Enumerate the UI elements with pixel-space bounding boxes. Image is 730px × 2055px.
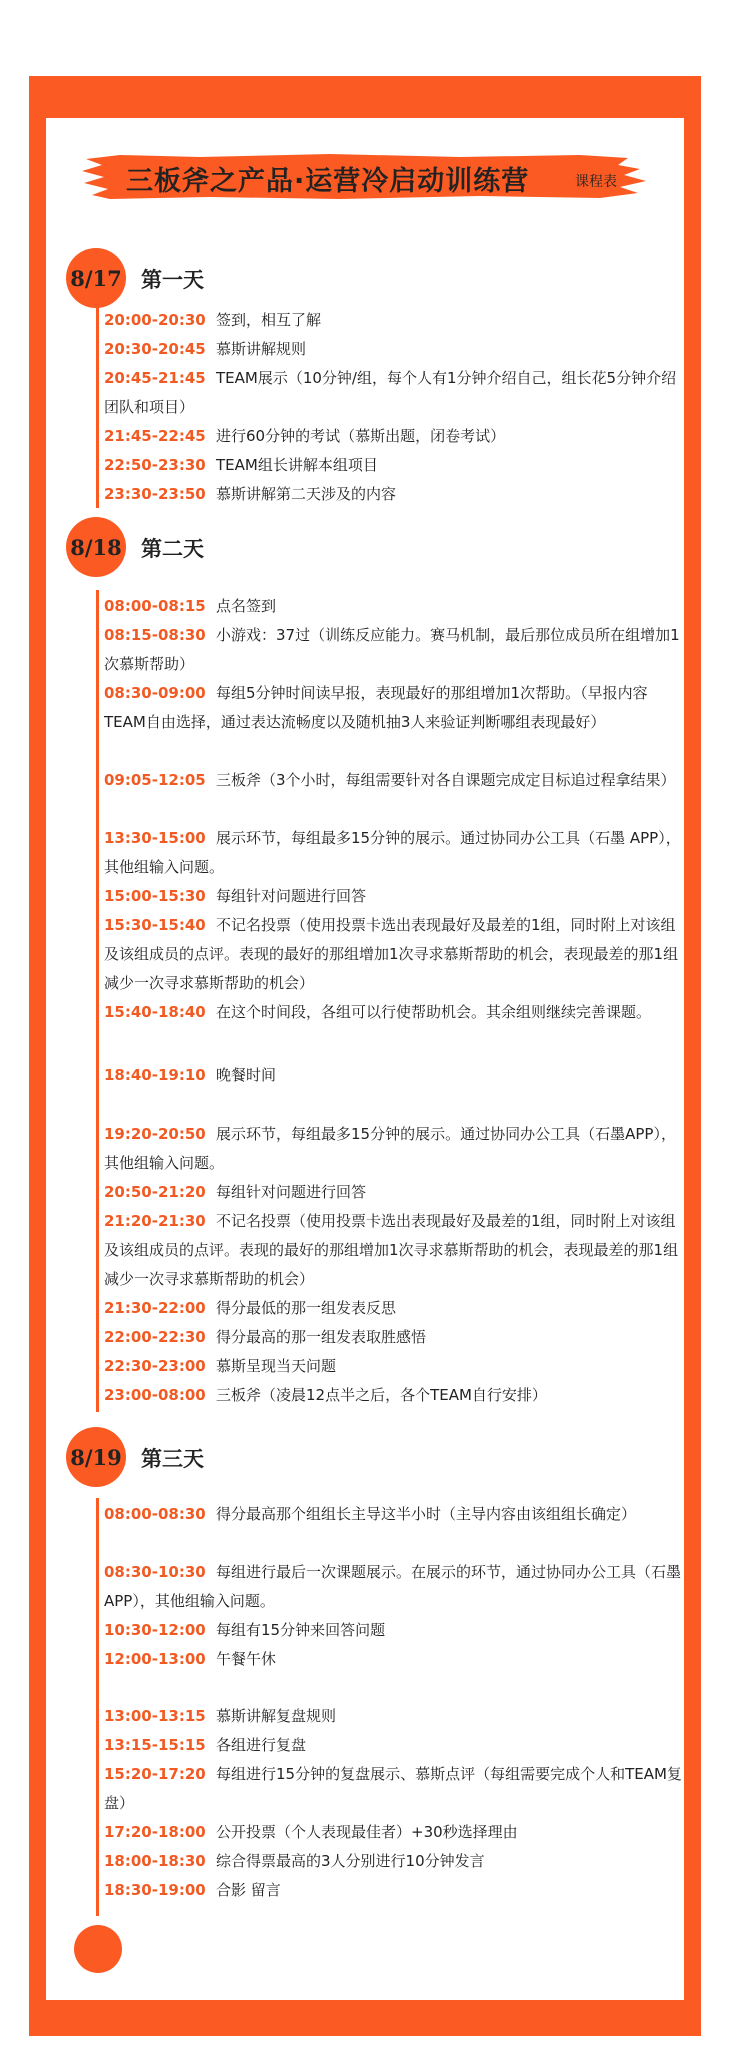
day-badge-1: 8/17 bbox=[66, 248, 126, 308]
row-desc: 得分最高的那一组发表取胜感悟 bbox=[216, 1328, 427, 1346]
schedule-row bbox=[104, 1731, 684, 1760]
row-time: 23:30-23:50 bbox=[104, 485, 206, 503]
row-desc: 合影 留言 bbox=[216, 1881, 281, 1899]
row-time: 13:00-13:15 bbox=[104, 1707, 206, 1725]
schedule-row bbox=[104, 1061, 684, 1090]
row-desc: 每组针对问题进行回答 bbox=[216, 1183, 367, 1201]
row-desc: 得分最低的那一组发表反思 bbox=[216, 1299, 397, 1317]
row-desc: 每组有15分钟来回答问题 bbox=[216, 1621, 386, 1639]
row-desc: 每组5分钟时间读早报，表现最好的那组增加1次帮助。（早报内容TEAM自由选择，通过表达流畅度以及随机抽3人来验证判断哪组表现最好） bbox=[104, 684, 648, 731]
row-time: 19:20-20:50 bbox=[104, 1125, 206, 1143]
schedule-row bbox=[104, 306, 684, 335]
schedule-row bbox=[104, 1294, 684, 1323]
row-time: 21:20-21:30 bbox=[104, 1212, 206, 1230]
row-desc: 点名签到 bbox=[216, 597, 277, 615]
row-desc: 展示环节，每组最多15分钟的展示。通过协同办公工具（石墨APP），其他组输入问题。 bbox=[104, 1125, 676, 1172]
timeline-line-3 bbox=[96, 1498, 99, 1916]
schedule-row bbox=[104, 1876, 684, 1905]
day-badge-3: 8/19 bbox=[66, 1427, 126, 1487]
row-time: 10:30-12:00 bbox=[104, 1621, 206, 1639]
row-time: 21:30-22:00 bbox=[104, 1299, 206, 1317]
schedule-row bbox=[104, 824, 684, 882]
schedule-row bbox=[104, 1120, 684, 1178]
row-time: 15:00-15:30 bbox=[104, 887, 206, 905]
row-desc: 三板斧（3个小时，每组需要针对各自课题完成定目标追过程拿结果） bbox=[216, 771, 676, 789]
timeline-end-dot bbox=[74, 1925, 122, 1973]
row-desc: 小游戏：37过（训练反应能力。赛马机制，最后那位成员所在组增加1次慕斯帮助） bbox=[104, 626, 680, 673]
row-desc: 每组进行15分钟的复盘展示、慕斯点评（每组需要完成个人和TEAM复盘） bbox=[104, 1765, 682, 1812]
schedule-row bbox=[104, 1558, 684, 1616]
row-desc: 签到，相互了解 bbox=[216, 311, 322, 329]
timeline-line-1 bbox=[96, 306, 99, 508]
row-time: 15:20-17:20 bbox=[104, 1765, 206, 1783]
schedule-row bbox=[104, 1178, 684, 1207]
schedule-row bbox=[104, 621, 684, 679]
schedule-row bbox=[104, 1207, 684, 1294]
row-desc: 综合得票最高的3人分别进行10分钟发言 bbox=[216, 1852, 485, 1870]
row-time: 20:45-21:45 bbox=[104, 369, 206, 387]
schedule-row bbox=[104, 480, 684, 509]
row-desc: 午餐午休 bbox=[216, 1650, 277, 1668]
row-time: 18:00-18:30 bbox=[104, 1852, 206, 1870]
schedule-row bbox=[104, 1645, 684, 1674]
day-title-3: 第三天 bbox=[141, 1447, 204, 1471]
row-time: 08:00-08:30 bbox=[104, 1505, 206, 1523]
schedule-row bbox=[104, 1352, 684, 1381]
row-time: 18:40-19:10 bbox=[104, 1066, 206, 1084]
schedule-row bbox=[104, 1616, 684, 1645]
row-desc: 每组针对问题进行回答 bbox=[216, 887, 367, 905]
row-time: 22:50-23:30 bbox=[104, 456, 206, 474]
schedule-row bbox=[104, 422, 684, 451]
row-desc: 得分最高那个组组长主导这半小时（主导内容由该组组长确定） bbox=[216, 1505, 637, 1523]
row-desc: 不记名投票（使用投票卡选出表现最好及最差的1组，同时附上对该组及该组成员的点评。表现的最好的那组增加1次寻求慕斯帮助的机会，表现最差的那1组减少一次寻求慕斯帮助的机会） bbox=[104, 916, 679, 992]
row-desc: 展示环节，每组最多15分钟的展示。通过协同办公工具（石墨 APP），其他组输入问题。 bbox=[104, 829, 681, 876]
row-time: 20:30-20:45 bbox=[104, 340, 206, 358]
day-title-1: 第一天 bbox=[141, 268, 204, 292]
row-time: 18:30-19:00 bbox=[104, 1881, 206, 1899]
row-desc: 慕斯讲解规则 bbox=[216, 340, 307, 358]
page-title-suffix: 课程表 bbox=[575, 174, 617, 190]
row-desc: TEAM组长讲解本组项目 bbox=[216, 456, 378, 474]
schedule-row bbox=[104, 679, 684, 737]
schedule-row bbox=[104, 766, 684, 795]
schedule-row bbox=[104, 882, 684, 911]
row-desc: 晚餐时间 bbox=[216, 1066, 277, 1084]
row-time: 09:05-12:05 bbox=[104, 771, 206, 789]
row-time: 13:30-15:00 bbox=[104, 829, 206, 847]
row-time: 08:30-10:30 bbox=[104, 1563, 206, 1581]
row-time: 08:15-08:30 bbox=[104, 626, 206, 644]
row-desc: 公开投票（个人表现最佳者）+30秒选择理由 bbox=[216, 1823, 518, 1841]
row-time: 20:00-20:30 bbox=[104, 311, 206, 329]
row-time: 13:15-15:15 bbox=[104, 1736, 206, 1754]
row-desc: 在这个时间段，各组可以行使帮助机会。其余组则继续完善课题。 bbox=[216, 1003, 652, 1021]
row-time: 15:30-15:40 bbox=[104, 916, 206, 934]
schedule-row bbox=[104, 592, 684, 621]
row-desc: 慕斯呈现当天问题 bbox=[216, 1357, 337, 1375]
row-desc: 慕斯讲解复盘规则 bbox=[216, 1707, 337, 1725]
row-time: 23:00-08:00 bbox=[104, 1386, 206, 1404]
schedule-row bbox=[104, 451, 684, 480]
row-time: 22:30-23:00 bbox=[104, 1357, 206, 1375]
row-desc: TEAM展示（10分钟/组，每个人有1分钟介绍自己，组长花5分钟介绍团队和项目） bbox=[104, 369, 677, 416]
schedule-row bbox=[104, 911, 684, 998]
schedule-row bbox=[104, 1760, 684, 1818]
row-time: 12:00-13:00 bbox=[104, 1650, 206, 1668]
row-desc: 每组进行最后一次课题展示。在展示的环节，通过协同办公工具（石墨APP），其他组输入问题。 bbox=[104, 1563, 682, 1610]
title-banner bbox=[80, 151, 650, 203]
schedule-row bbox=[104, 1381, 684, 1410]
schedule-row bbox=[104, 364, 684, 422]
row-desc: 各组进行复盘 bbox=[216, 1736, 307, 1754]
row-desc: 不记名投票（使用投票卡选出表现最好及最差的1组，同时附上对该组及该组成员的点评。表现的最好的那组增加1次寻求慕斯帮助的机会，表现最差的那1组减少一次寻求慕斯帮助的机会） bbox=[104, 1212, 679, 1288]
schedule-row bbox=[104, 1323, 684, 1352]
schedule-row bbox=[104, 335, 684, 364]
row-time: 15:40-18:40 bbox=[104, 1003, 206, 1021]
row-desc: 慕斯讲解第二天涉及的内容 bbox=[216, 485, 397, 503]
row-time: 21:45-22:45 bbox=[104, 427, 206, 445]
row-time: 08:30-09:00 bbox=[104, 684, 206, 702]
row-time: 22:00-22:30 bbox=[104, 1328, 206, 1346]
row-time: 08:00-08:15 bbox=[104, 597, 206, 615]
row-time: 17:20-18:00 bbox=[104, 1823, 206, 1841]
row-desc: 三板斧（凌晨12点半之后，各个TEAM自行安排） bbox=[216, 1386, 547, 1404]
schedule-row bbox=[104, 1818, 684, 1847]
day-badge-2: 8/18 bbox=[66, 517, 126, 577]
schedule-row bbox=[104, 1847, 684, 1876]
page-title: 三板斧之产品·运营冷启动训练营 bbox=[126, 166, 530, 197]
timeline-line-2 bbox=[96, 590, 99, 1412]
schedule-row bbox=[104, 1702, 684, 1731]
schedule-row bbox=[104, 998, 684, 1027]
day-title-2: 第二天 bbox=[141, 537, 204, 561]
schedule-row bbox=[104, 1500, 684, 1529]
row-time: 20:50-21:20 bbox=[104, 1183, 206, 1201]
row-desc: 进行60分钟的考试（慕斯出题，闭卷考试） bbox=[216, 427, 506, 445]
